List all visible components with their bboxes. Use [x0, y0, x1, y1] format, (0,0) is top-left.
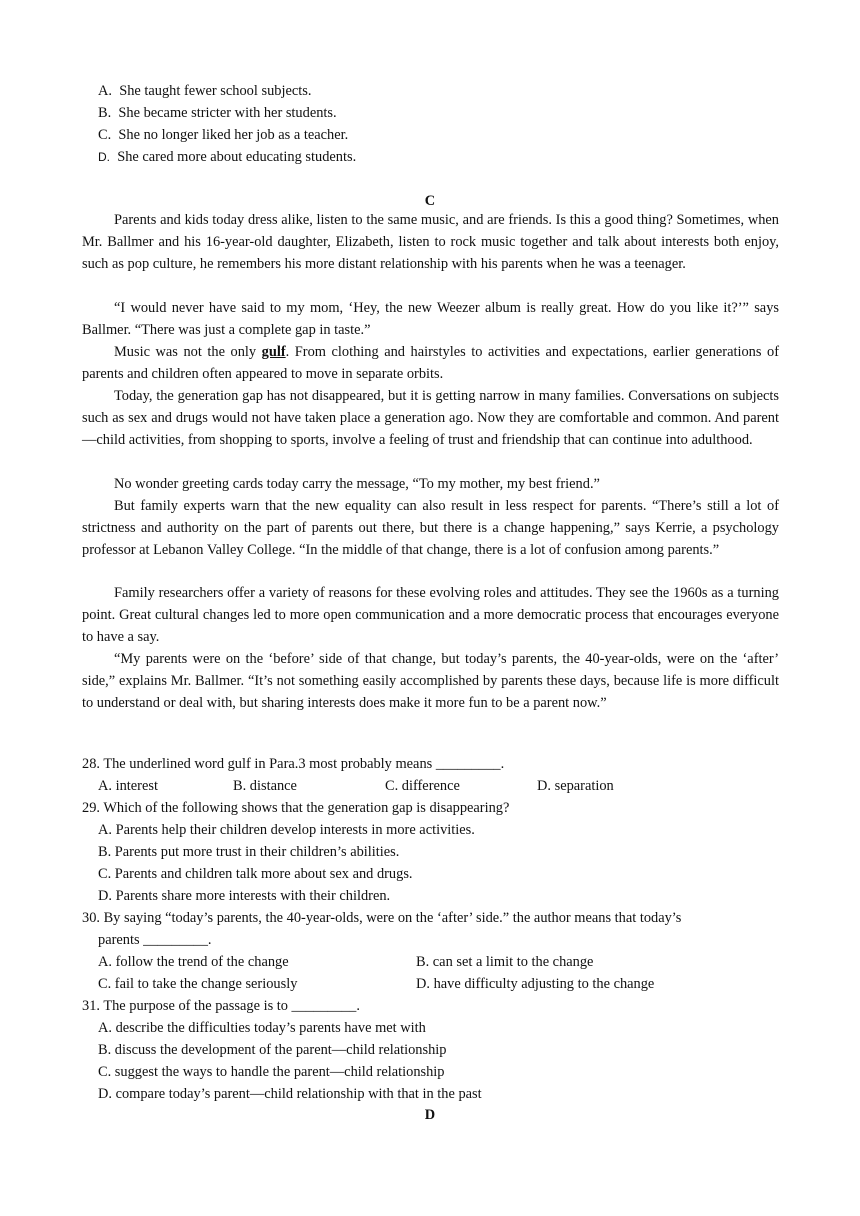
option-letter: A.: [98, 83, 112, 99]
paragraph-8: “My parents were on the ‘before’ side of that change, but today’s parents, the 40-year-olds, were on the ‘after’ side,” explains Mr. Ballmer. “It’s not something easily accomplished by parents these days, because life is more difficult to understand or deal with, but sharing interests does make it more fun to be a parent now.”: [82, 651, 779, 711]
section-c-heading: C: [424, 193, 436, 209]
q31-option-c: C. suggest the ways to handle the parent—child relationship: [98, 1064, 445, 1080]
q30-option-a: A. follow the trend of the change: [98, 954, 289, 970]
option-letter: D.: [98, 150, 110, 164]
prev-option-d: [98, 147, 356, 167]
q30-option-c: C. fail to take the change seriously: [98, 976, 298, 992]
option-letter: C.: [98, 127, 112, 143]
q31-option-b: B. discuss the development of the parent—child relationship: [98, 1042, 447, 1058]
q30-option-b: B. can set a limit to the change: [416, 954, 594, 970]
option-text: She taught fewer school subjects.: [119, 83, 312, 99]
question-31-stem: 31. The purpose of the passage is to _________.: [82, 998, 360, 1014]
option-text: She no longer liked her job as a teacher.: [118, 127, 349, 143]
q31-option-a: A. describe the difficulties today’s parents have met with: [98, 1020, 426, 1036]
prev-option-c: [98, 125, 348, 145]
underlined-word-gulf: gulf: [261, 344, 286, 360]
q30-option-d: D. have difficulty adjusting to the change: [416, 976, 655, 992]
paragraph-3-text: Music was not the only: [114, 344, 262, 360]
paragraph-4: Today, the generation gap has not disappeared, but it is getting narrow in many families. Conversations on subjects such as sex and drugs would not have taken place a generation ago. Now they are comfortable and common. And parent—child activities, from shopping to sports, involve a feeling of trust and friendship that can continue into adulthood.: [82, 388, 779, 448]
q29-option-c: C. Parents and children talk more about sex and drugs.: [98, 866, 413, 882]
q28-option-d: D. separation: [537, 778, 614, 794]
q29-option-a: A. Parents help their children develop interests in more activities.: [98, 822, 475, 838]
paragraph-5: No wonder greeting cards today carry the message, “To my mother, my best friend.”: [114, 476, 600, 492]
paragraph-1: Parents and kids today dress alike, listen to the same music, and are friends. Is this a good thing? Sometimes, when Mr. Ballmer and his 16-year-old daughter, Elizabeth, listen to rock music together and talk about interests both enjoy, such as pop culture, he remembers his more distant relationship with his parents when he was a teenager.: [82, 212, 779, 272]
q29-option-b: B. Parents put more trust in their children’s abilities.: [98, 844, 400, 860]
q29-option-d: D. Parents share more interests with their children.: [98, 888, 391, 904]
option-letter: B.: [98, 105, 112, 121]
section-d-heading: D: [424, 1107, 436, 1123]
question-30-stem: 30. By saying “today’s parents, the 40-year-olds, were on the ‘after’ side.” the author means that today’s: [82, 910, 682, 926]
paragraph-2: “I would never have said to my mom, ‘Hey, the new Weezer album is really great. How do you like it?’” says Ballmer. “There was just a complete gap in taste.”: [82, 300, 779, 338]
prev-option-a: [98, 81, 311, 101]
question-28-stem: 28. The underlined word gulf in Para.3 most probably means _________.: [82, 756, 505, 772]
paragraph-3-text: . From clothing and hairstyles to activities and expectations, earlier generations of parents and children often appeared to move in separate orbits.: [82, 344, 779, 382]
paragraph-6: But family experts warn that the new equality can also result in less respect for parents. “There’s still a lot of strictness and authority on the part of parents out there, but there is a change happening,” says Kerrie, a psychology professor at Lebanon Valley College. “In the middle of that change, there is a lot of confusion among parents.”: [82, 498, 779, 558]
q28-option-b: B. distance: [233, 778, 297, 794]
option-text: She became stricter with her students.: [118, 105, 337, 121]
q28-option-a: A. interest: [98, 778, 158, 794]
q28-option-c: C. difference: [385, 778, 460, 794]
q31-option-d: D. compare today’s parent—child relationship with that in the past: [98, 1086, 482, 1102]
option-text: She cared more about educating students.: [117, 149, 357, 165]
paragraph-3: [82, 341, 779, 385]
question-29-stem: 29. Which of the following shows that the generation gap is disappearing?: [82, 800, 510, 816]
prev-option-b: [98, 103, 337, 123]
question-30-stem-continued: parents _________.: [98, 932, 212, 948]
paragraph-7: Family researchers offer a variety of reasons for these evolving roles and attitudes. They see the 1960s as a turning point. Great cultural changes led to more open communication and a more democratic process that encourages everyone to have a say.: [82, 585, 779, 645]
